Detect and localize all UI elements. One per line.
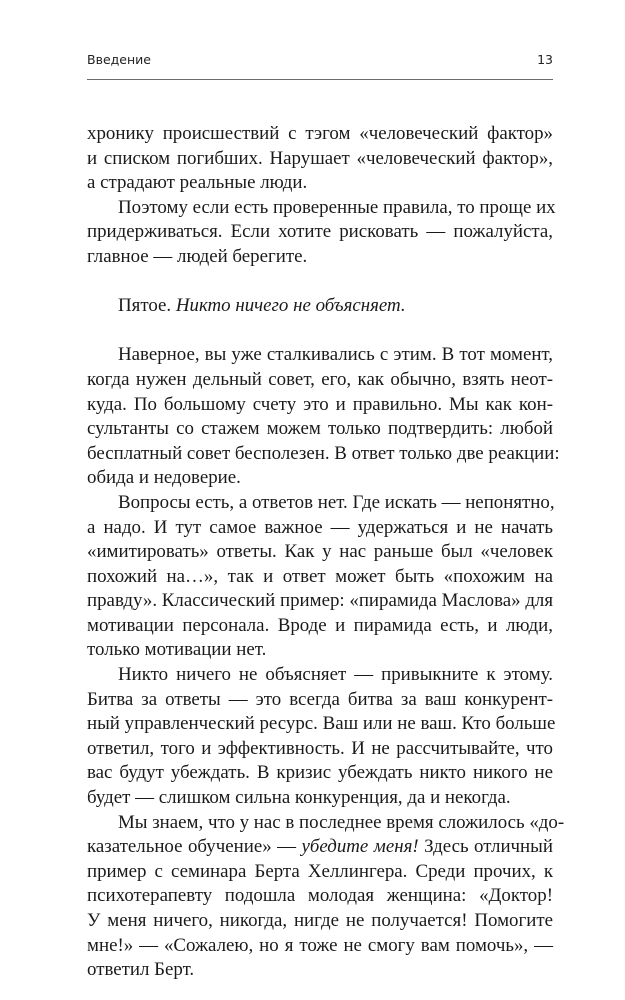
text-line: куда. По большому счету это и правильно. Мы как кон-: [87, 393, 553, 415]
paragraph: [87, 196, 556, 270]
text-line: будет — слишком сильна конкуренция, да и некогда.: [87, 787, 511, 809]
text-line: сультанты со стажем можем только подтвердить: любой: [87, 418, 553, 440]
text-line: Битва за ответы — это всегда битва за ваш конкурент-: [87, 688, 553, 710]
paragraph: [87, 663, 556, 811]
text-line: «имитировать» ответы. Как у нас раньше был «человек: [87, 541, 553, 563]
text-line: ный управленческий ресурс. Ваш или не ваш. Кто больше: [87, 713, 556, 735]
text-line: а страдают реальные люди.: [87, 172, 308, 194]
text-line: правду». Классический пример: «пирамида Маслова» для: [87, 590, 554, 612]
paragraph: [87, 122, 553, 196]
text-line: только мотивации нет.: [87, 639, 267, 661]
page-number: 13: [537, 52, 553, 67]
text-line: а надо. И тут самое важное — удержаться и не начать: [87, 516, 553, 538]
text-line: ответил Берт.: [87, 959, 195, 981]
text-line: ответил, того и эффективность. И не рассчитывайте, что: [87, 737, 553, 759]
paragraph: [87, 491, 553, 663]
text-line: обида и недоверие.: [87, 467, 241, 489]
text-line: Поэтому если есть проверенные правила, то проще их: [118, 196, 556, 218]
text-line: психотерапевту подошла молодая женщина: «Доктор!: [87, 885, 553, 907]
text-line: главное — людей берегите.: [87, 245, 308, 267]
italic-run: убедите меня!: [301, 836, 419, 858]
text-line: и списком погибших. Нарушает «человеческий фактор»,: [87, 147, 553, 169]
text-line: придерживаться. Если хотите рисковать — пожалуйста,: [87, 221, 553, 243]
header-rule: [87, 79, 553, 80]
text-line: Вопросы есть, а ответов нет. Где искать — непонятно,: [118, 491, 555, 513]
text-run: Здесь отличный: [424, 836, 553, 858]
text-line: мне!» — «Сожалею, но я тоже не смогу вам помочь», —: [87, 934, 553, 956]
text-line: похожий на…», так и ответ может быть «похожим на: [87, 565, 553, 587]
text-line: [87, 835, 553, 860]
text-line: хронику происшествий с тэгом «человеческий фактор»: [87, 123, 553, 144]
text-line: Никто ничего не объясняет — привыкните к этому.: [118, 664, 553, 686]
text-line: бесплатный совет бесполезен. В ответ только две реакции:: [87, 442, 560, 464]
text-line: пример с семинара Берта Хеллингера. Среди прочих, к: [87, 860, 553, 882]
heading-label: Пятое.: [118, 295, 172, 317]
section-heading: [87, 294, 553, 319]
text-line: когда нужен дельный совет, его, как обычно, взять неот-: [87, 368, 553, 390]
text-line: Наверное, вы уже сталкивались с этим. В тот момент,: [118, 344, 553, 366]
text-line: У меня ничего, никогда, нигде не получается! Помогите: [87, 910, 553, 931]
text-line: вас будут убеждать. В кризис убеждать никто никого не: [87, 762, 553, 784]
paragraph: [87, 811, 565, 983]
running-head: [87, 52, 553, 67]
text-run: казательное обучение» —: [87, 836, 297, 858]
text-line: мотивации персонала. Вроде и пирамида есть, и люди,: [87, 614, 553, 636]
text-line: Мы знаем, что у нас в последнее время сложилось «до-: [118, 811, 565, 833]
body-text: [87, 122, 565, 983]
paragraph: [87, 343, 560, 491]
heading-italic: Никто ничего не объясняет.: [175, 295, 406, 317]
section-title: Введение: [87, 52, 151, 67]
